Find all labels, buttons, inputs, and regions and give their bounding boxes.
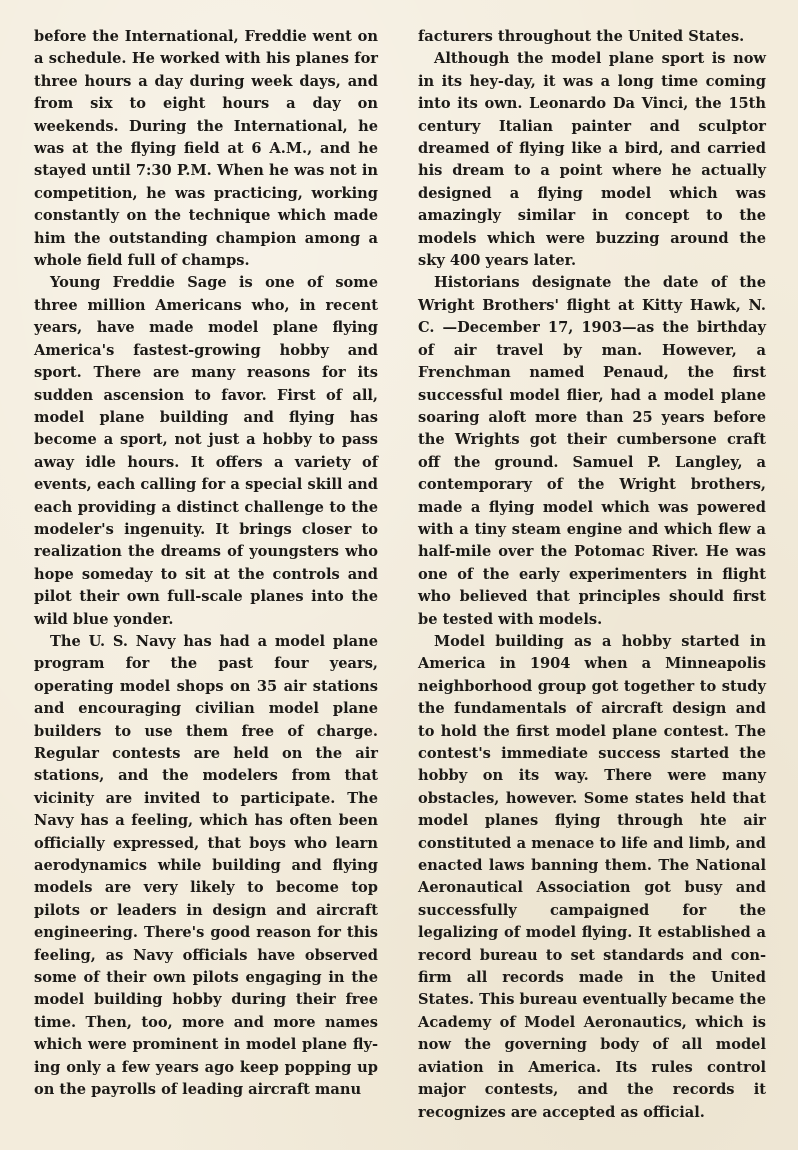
paragraph: Although the model plane sport is now in its hey-day, it was a long time coming into its own. Leonardo Da Vinci, the 15th century Italian painter and sculptor dreamed of flying like a bird, and carried his dream to a point where he actually designed a flying model which was amazingly similar in concept to the models which were buzzing around the sky 400 years later. — [418, 50, 766, 270]
paragraph: Historians designate the date of the Wright Brothers' flight at Kitty Hawk, N. C. —December 17, 1903—as the birthday of air travel by man. However, a Frenchman named Penaud, the first successful model flier, had a model plane soaring aloft more than 25 years before the Wrights got their cumbersone craft off the ground. Samuel P. Langley, a contemporary of the Wright brothers, made a flying model which was powered with a tiny steam engine and which flew a half-mile over the Potomac River. He was one of the early experimenters in flight who believed that principles should first be tested with models. — [418, 274, 766, 628]
paragraph: Young Freddie Sage is one of some three million Americans who, in recent years, have made model plane flying America's fastest-growing hobby and sport. There are many reasons for its sudden ascension to favor. First of all, model plane building and flying has become a sport, not just a hobby to pass away idle hours. It offers a variety of events, each calling for a special skill and each providing a distinct challenge to the modeler's ingenuity. It brings closer to realization the dreams of youngsters who hope someday to sit at the controls and pilot their own full-scale planes into the wild blue yonder. — [34, 274, 378, 628]
paragraph: facturers throughout the United States. — [418, 28, 745, 45]
paragraph: Model building as a hobby started in America in 1904 when a Minneapolis neighborhood group got together to study the fundamentals of aircraft design and to hold the first model plane contest. The contest's immediate success started the hobby on its way. There were many obstacles, however. Some states held that model planes flying through hte air constituted a menace to life and limb, and enacted laws banning them. The National Aeronautical Association got busy and successfully campaigned for the legalizing of model flying. It established a record bureau to set standards and confirm all records made in the United States. This bureau eventually became the Academy of Model Aeronautics, which is now the governing body of all model aviation in America. Its rules control major contests, and the records it recognizes are accepted as official. — [418, 632, 766, 1121]
left-text-column — [34, 26, 378, 1102]
paragraph: The U. S. Navy has had a model plane program for the past four years, operating model shops on 35 air stations and encouraging civilian model plane builders to use them free of charge. Regular contests are held on the air stations, and the modelers from that vicinity are invited to participate. The Navy has a feeling, which has often been officially expressed, that boys who learn aerodynamics while building and flying models are very likely to become top pilots or leaders in design and aircraft engineering. There's good reason for this feeling, as Navy officials have observed some of their own pilots engaging in the model building hobby during their free time. Then, too, more and more names which were prominent in model plane flying only a few years ago keep popping up on the payrolls of leading aircraft manu — [34, 632, 378, 1099]
paragraph: before the International, Freddie went on a schedule. He worked with his planes for three hours a day during week days, and from six to eight hours a day on weekends. During the International, he was at the flying field at 6 A.M., and he stayed until 7:30 P.M. When he was not in competition, he was practicing, working constantly on the technique which made him the outstanding champion among a whole field full of champs. — [34, 28, 378, 270]
right-text-column — [418, 26, 766, 1124]
